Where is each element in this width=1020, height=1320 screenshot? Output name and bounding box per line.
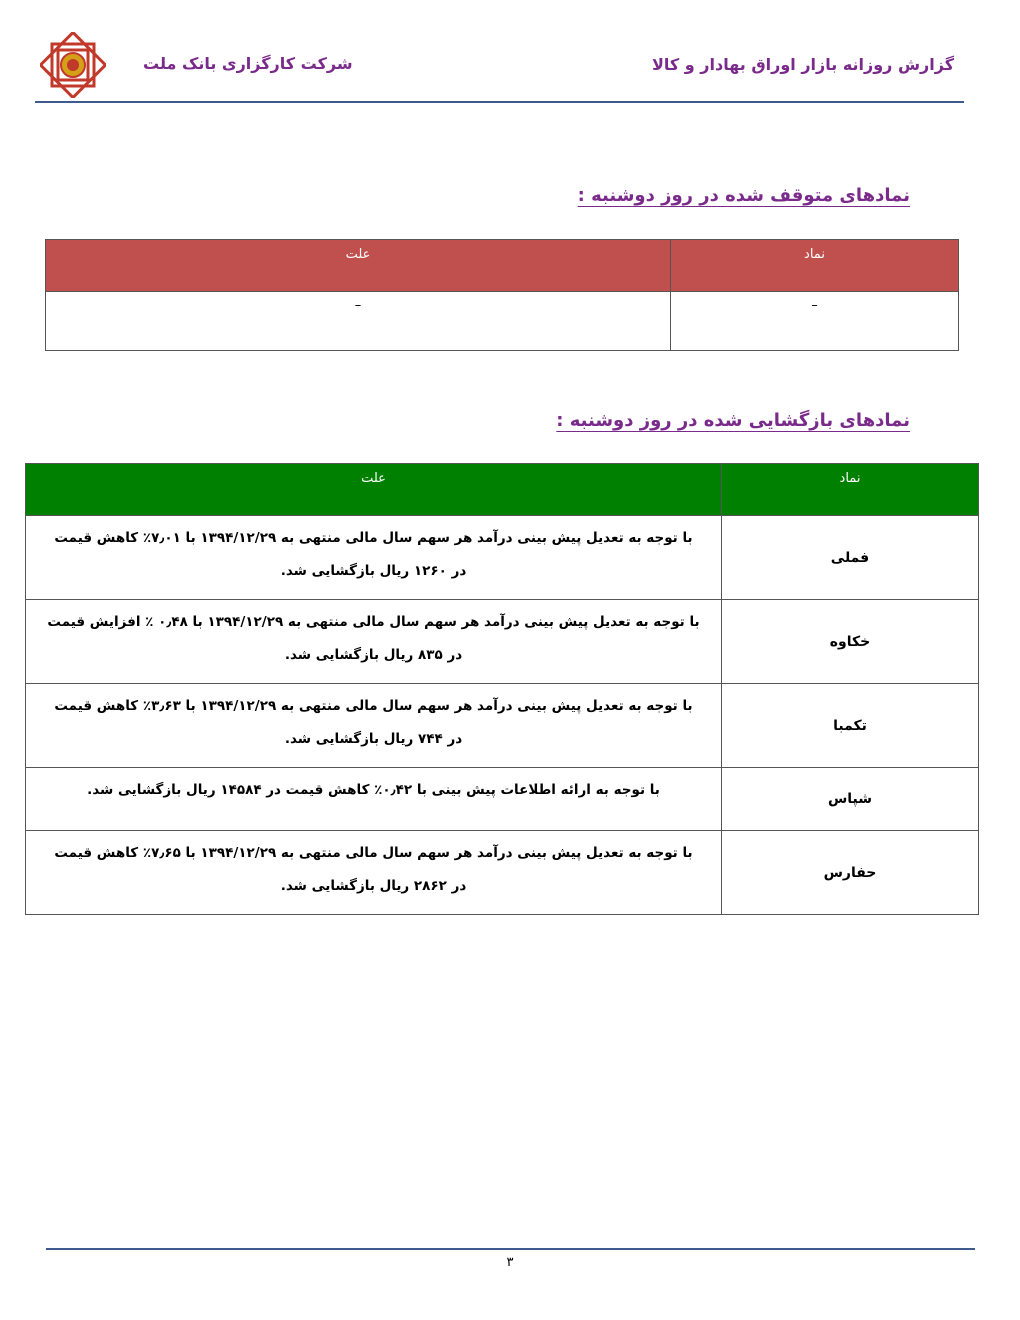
symbol-cell: شپاس [722, 768, 979, 831]
bank-mellat-logo-icon [40, 32, 106, 98]
reason-line: با توجه به تعدیل پیش بینی درآمد هر سهم سال مالی منتهی به ۱۳۹۴/۱۲/۲۹ با ۷٫۰۱٪ کاهش قیمت [54, 530, 693, 546]
page-number: ۳ [506, 1255, 514, 1270]
table-header-row [46, 240, 959, 292]
reason-line: با توجه به تعدیل پیش بینی درآمد هر سهم سال مالی منتهی به ۱۳۹۴/۱۲/۲۹ با ۰٫۴۸ ٪ افزایش قیمت [47, 614, 700, 630]
symbol-cell: تکمبا [722, 684, 979, 768]
report-title: گزارش روزانه بازار اوراق بهادار و کالا [651, 55, 954, 74]
table-row [26, 600, 979, 684]
column-header-symbol: نماد [671, 240, 959, 292]
table-row [26, 831, 979, 915]
symbol-cell: خکاوه [722, 600, 979, 684]
reason-line: در ۲۸۶۲ ریال بازگشایی شد. [280, 878, 467, 894]
reason-cell: – [46, 292, 671, 351]
table-row [26, 768, 979, 831]
reason-line: با توجه به تعدیل پیش بینی درآمد هر سهم سال مالی منتهی به ۱۳۹۴/۱۲/۲۹ با ۷٫۶۵٪ کاهش قیمت [54, 845, 693, 861]
table-row [46, 292, 959, 351]
symbol-cell: فملی [722, 516, 979, 600]
reason-line: در ۷۴۴ ریال بازگشایی شد. [284, 731, 463, 747]
reason-line: در ۱۲۶۰ ریال بازگشایی شد. [280, 563, 467, 579]
reopened-table [25, 463, 979, 915]
table-row [26, 516, 979, 600]
reason-line: در ۸۳۵ ریال بازگشایی شد. [284, 647, 463, 663]
column-header-reason: علت [46, 240, 671, 292]
reason-line: با توجه به تعدیل پیش بینی درآمد هر سهم سال مالی منتهی به ۱۳۹۴/۱۲/۲۹ با ۳٫۶۳٪ کاهش قیمت [54, 698, 693, 714]
reason-cell [26, 600, 722, 684]
symbol-cell: حفارس [722, 831, 979, 915]
reason-cell [26, 831, 722, 915]
header-divider [35, 101, 964, 103]
footer-divider [46, 1248, 975, 1250]
halted-section-title: نمادهای متوقف شده در روز دوشنبه : [577, 185, 910, 206]
symbol-cell: – [671, 292, 959, 351]
reason-cell [26, 684, 722, 768]
reopened-section-title: نمادهای بازگشایی شده در روز دوشنبه : [556, 410, 910, 431]
table-row [26, 684, 979, 768]
reason-cell [26, 768, 722, 831]
table-header-row [26, 464, 979, 516]
column-header-reason: علت [26, 464, 722, 516]
reason-line: با توجه به ارائه اطلاعات پیش بینی با ۰٫۴۲٪ کاهش قیمت در ۱۴۵۸۴ ریال بازگشایی شد. [87, 782, 660, 798]
reason-cell [26, 516, 722, 600]
halted-table [45, 239, 959, 351]
company-name: شرکت کارگزاری بانک ملت [143, 54, 353, 73]
column-header-symbol: نماد [722, 464, 979, 516]
